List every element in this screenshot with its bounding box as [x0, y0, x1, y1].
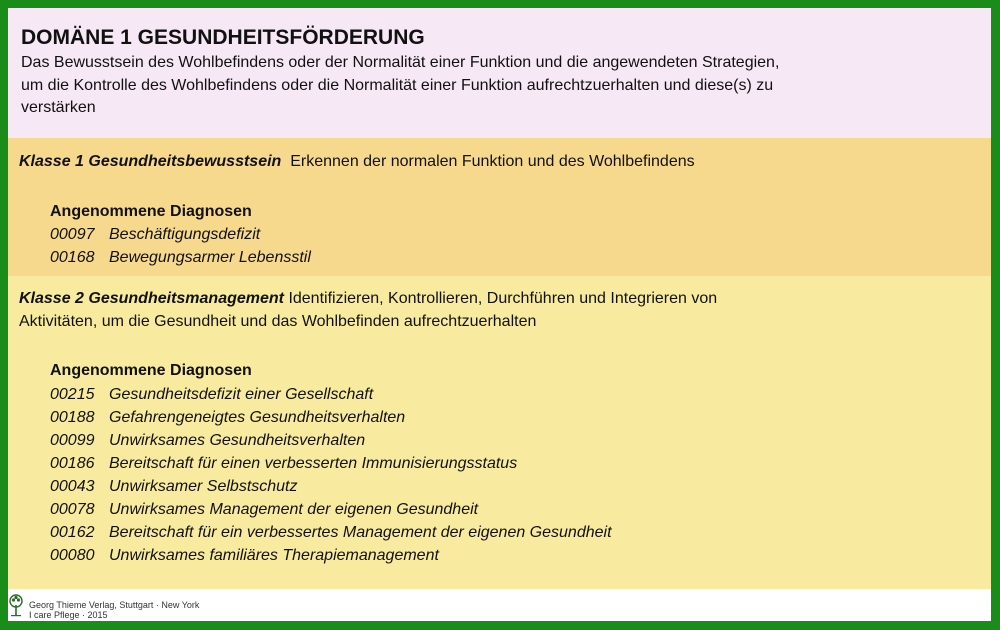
- diagnosis-code: 00097: [50, 226, 95, 243]
- list-item: [50, 498, 612, 521]
- klasse1-diagnoses-heading: Angenommene Diagnosen: [50, 203, 252, 220]
- klasse1-name: Klasse 1 Gesundheitsbewusstsein: [19, 153, 282, 170]
- diagnosis-code: 00078: [50, 501, 95, 518]
- diagnosis-label: Unwirksames familiäres Therapiemanagement: [109, 547, 439, 564]
- klasse1-header: [19, 150, 759, 173]
- diagnosis-code: 00080: [50, 547, 95, 564]
- diagnosis-code: 00188: [50, 409, 95, 426]
- domain-title: DOMÄNE 1 GESUNDHEITSFÖRDERUNG: [21, 26, 425, 49]
- list-item: [50, 383, 612, 406]
- diagnosis-code: 00099: [50, 432, 95, 449]
- klasse2-name: Klasse 2 Gesundheitsmanagement: [19, 290, 284, 307]
- list-item: [50, 429, 612, 452]
- diagnosis-code: 00043: [50, 478, 95, 495]
- diagnosis-label: Beschäftigungsdefizit: [109, 226, 261, 243]
- diagnosis-label: Unwirksamer Selbstschutz: [109, 478, 298, 495]
- list-item: [50, 246, 311, 269]
- footer-edition: I care Pflege · 2015: [29, 610, 108, 620]
- diagnosis-code: 00168: [50, 249, 95, 266]
- diagnosis-label: Unwirksames Gesundheitsverhalten: [109, 432, 366, 449]
- page-frame: [8, 8, 991, 621]
- list-item: [50, 521, 612, 544]
- list-item: [50, 452, 612, 475]
- diagnosis-label: Gefahrengeneigtes Gesundheitsverhalten: [109, 409, 406, 426]
- klasse2-header: [19, 287, 739, 333]
- diagnosis-label: Unwirksames Management der eigenen Gesundheit: [109, 501, 479, 518]
- klasse2-diagnoses-list: [50, 383, 612, 567]
- diagnosis-label: Bereitschaft für ein verbessertes Management der eigenen Gesundheit: [109, 524, 612, 541]
- domain-section: [8, 8, 991, 138]
- klasse2-section: [8, 276, 991, 589]
- klasse2-diagnoses-heading: Angenommene Diagnosen: [50, 362, 252, 379]
- diagnosis-code: 00162: [50, 524, 95, 541]
- klasse1-description: Erkennen der normalen Funktion und des Wohlbefindens: [290, 153, 695, 170]
- thieme-tree-logo-icon: [8, 593, 24, 617]
- diagnosis-label: Gesundheitsdefizit einer Gesellschaft: [109, 386, 374, 403]
- footer-publisher: Georg Thieme Verlag, Stuttgart · New York: [29, 600, 200, 610]
- klasse2-description: Identifizieren, Kontrollieren, Durchführen und Integrieren von Aktivitäten, um die Gesundheit und das Wohlbefinden aufrechtzuerhalten: [19, 290, 718, 330]
- list-item: [50, 544, 612, 567]
- list-item: [50, 475, 612, 498]
- footer-credits: [29, 600, 199, 620]
- footer: [8, 589, 991, 621]
- klasse1-diagnoses-list: [50, 223, 311, 269]
- domain-description: Das Bewusstsein des Wohlbefindens oder der Normalität einer Funktion und die angewendeten Strategien, um die Kontrolle des Wohlbefindens oder die Normalität einer Funktion aufrechtzuerhalten und diese(s) zu verstärken: [21, 54, 780, 116]
- diagnosis-label: Bewegungsarmer Lebensstil: [109, 249, 311, 266]
- list-item: [50, 223, 311, 246]
- diagnosis-code: 00215: [50, 386, 95, 403]
- list-item: [50, 406, 612, 429]
- diagnosis-code: 00186: [50, 455, 95, 472]
- diagnosis-label: Bereitschaft für einen verbesserten Immunisierungsstatus: [109, 455, 518, 472]
- klasse1-section: [8, 138, 991, 276]
